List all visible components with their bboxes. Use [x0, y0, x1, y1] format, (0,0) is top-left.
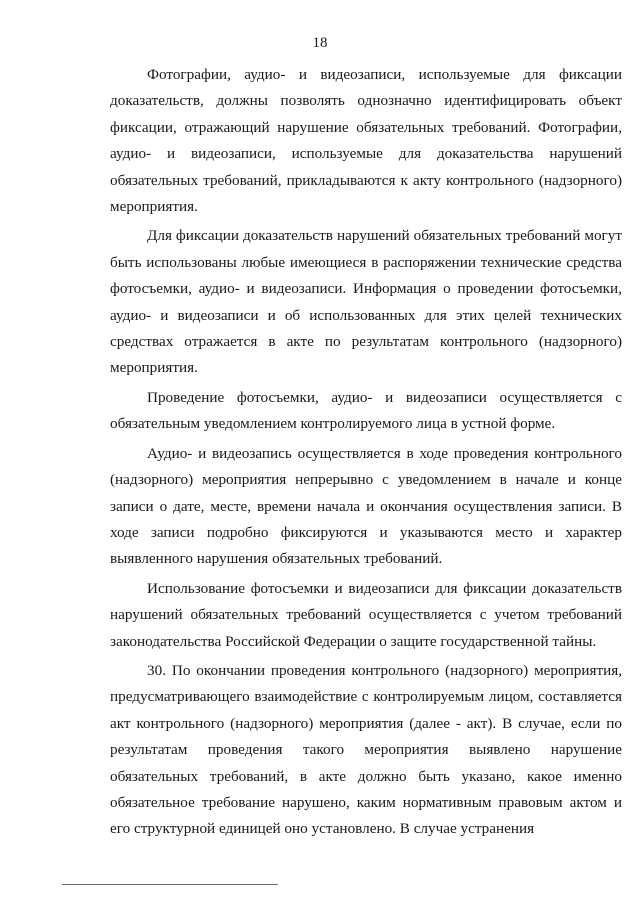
page-number: 18: [312, 35, 328, 51]
paragraph-technical-means: Для фиксации доказательств нарушений обязательных требований могут быть использованы любые имеющиеся в распоряжении технические средства фотосъемки, аудио- и видеозаписи. Информация о проведении фотосъемки, аудио- и видеозаписи и об использованных для этих целей технических средствах отражается в акте по результатам контрольного (надзорного) мероприятия.: [110, 227, 622, 377]
paragraph-photo-audio-video-evidence: Фотографии, аудио- и видеозаписи, используемые для фиксации доказательств, должны позволять однозначно идентифицировать объект фиксации, отражающий нарушение обязательных требований. Фотографии, аудио- и видеозаписи, используемые для доказательства нарушений обязательных требований, прикладываются к акту контрольного (надзорного) мероприятия.: [110, 66, 622, 216]
paragraph-continuous-recording: Аудио- и видеозапись осуществляется в ходе проведения контрольного (надзорного) мероприятия непрерывно с уведомлением в начале и конце записи о дате, месте, времени начала и окончания осуществления записи. В ходе записи подробно фиксируются и указываются место и характер выявленного нарушения обязательных требований.: [110, 444, 622, 568]
paragraph-30-act: 30. По окончании проведения контрольного (надзорного) мероприятия, предусматривающего взаимодействие с контролируемым лицом, составляется акт контрольного (надзорного) мероприятия (далее - акт). В случае, если по результатам проведения такого мероприятия выявлено нарушение обязательных требований, в акте должно быть указано, какое именно обязательное требование нарушено, каким нормативным правовым актом и его структурной единицей оно установлено. В случае устранения: [110, 661, 622, 838]
footer-divider: [62, 884, 278, 885]
paragraph-notification: Проведение фотосъемки, аудио- и видеозаписи осуществляется с обязательным уведомлением контролируемого лица в устной форме.: [110, 388, 622, 433]
document-body: [110, 62, 622, 843]
paragraph-state-secret: Использование фотосъемки и видеозаписи для фиксации доказательств нарушений обязательных требований осуществляется с учетом требований законодательства Российской Федерации о защите государственной тайны.: [110, 579, 622, 650]
